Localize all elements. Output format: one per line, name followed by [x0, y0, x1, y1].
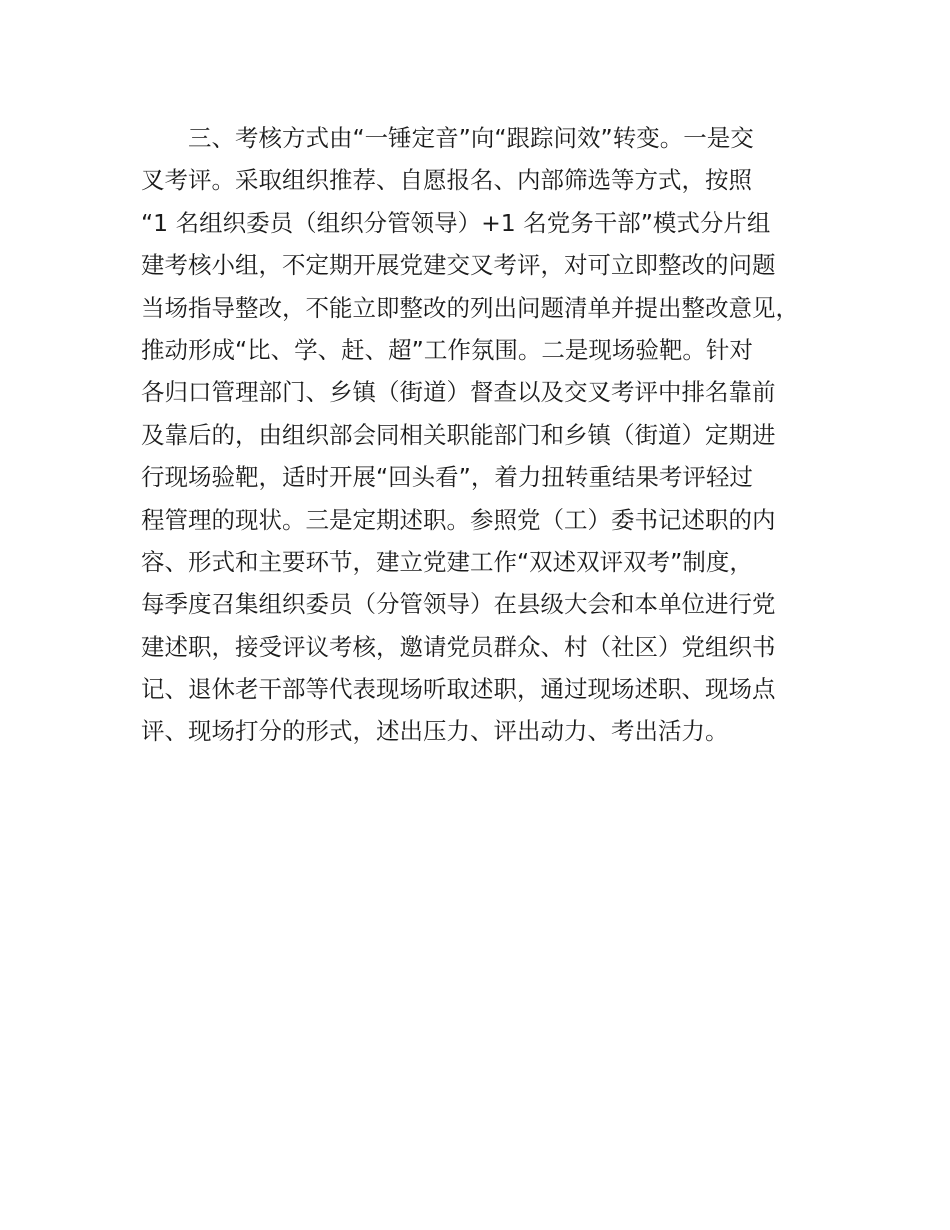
paragraph-line: 评、现场打分的形式，述出压力、评出动力、考出活力。: [141, 717, 729, 746]
paragraph-line: 及靠后的，由组织部会同相关职能部门和乡镇（街道）定期进: [141, 420, 776, 449]
paragraph-line: 行现场验靶，适时开展“回头看”，着力扭转重结果考评轻过: [141, 463, 753, 492]
paragraph-line: 各归口管理部门、乡镇（街道）督查以及交叉考评中排名靠前: [141, 378, 776, 407]
paragraph-line: 推动形成“比、学、赶、超”工作氛围。二是现场验靶。针对: [141, 335, 753, 364]
paragraph-line: 程管理的现状。三是定期述职。参照党（工）委书记述职的内: [141, 505, 776, 534]
paragraph-line: 三、考核方式由“一锤定音”向“跟踪问效”转变。一是交: [188, 124, 754, 152]
paragraph-line: 每季度召集组织委员（分管领导）在县级大会和本单位进行党: [141, 590, 776, 619]
paragraph-line: 建述职，接受评议考核，邀请党员群众、村（社区）党组织书: [141, 632, 776, 661]
paragraph-line: “1 名组织委员（组织分管领导）+1 名党务干部”模式分片组: [141, 208, 771, 237]
paragraph-line: 容、形式和主要环节，建立党建工作“双述双评双考”制度，: [141, 547, 753, 576]
paragraph-line: 叉考评。采取组织推荐、自愿报名、内部筛选等方式，按照: [141, 166, 752, 195]
paragraph-line: 记、退休老干部等代表现场听取述职，通过现场述职、现场点: [141, 675, 776, 704]
body-paragraph: [141, 117, 841, 753]
paragraph-line: 建考核小组，不定期开展党建交叉考评，对可立即整改的问题: [141, 251, 776, 280]
paragraph-line: 当场指导整改，不能立即整改的列出问题清单并提出整改意见，: [141, 293, 799, 322]
